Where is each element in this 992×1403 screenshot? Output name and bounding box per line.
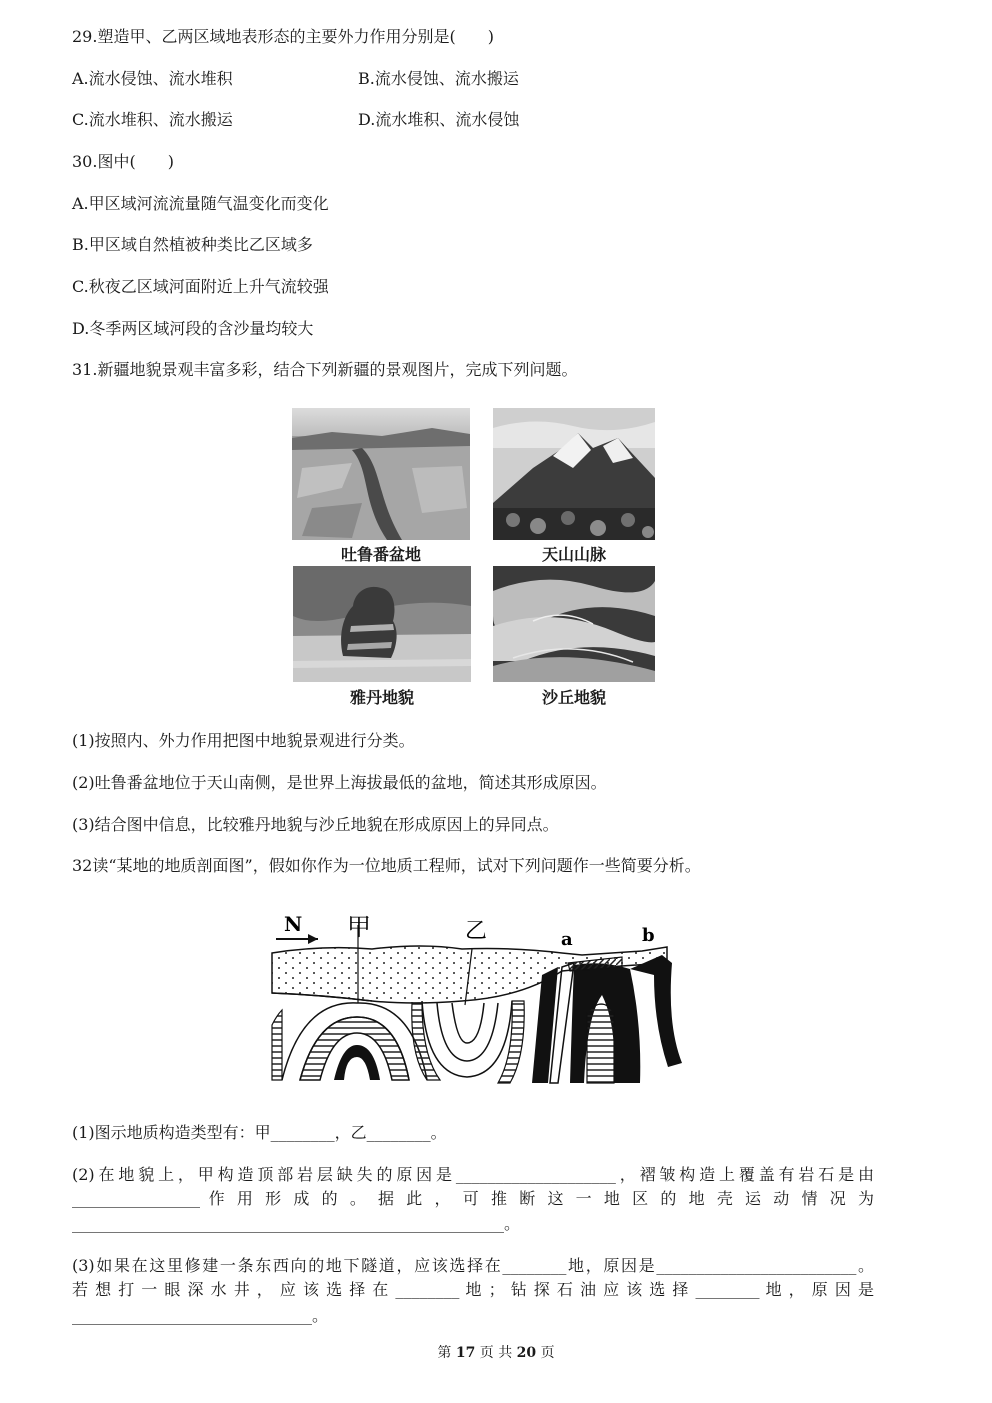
q32-stem: 32读“某地的地质剖面图”，假如你作为一位地质工程师，试对下列问题作一些简要分析。 <box>72 856 701 875</box>
footer-post: 页 <box>540 1345 555 1361</box>
footer-mid: 页 共 <box>479 1345 513 1361</box>
q29-option-d: D.流水堆积、流水侵蚀 <box>358 110 520 129</box>
q31-sub3: (3)结合图中信息，比较雅丹地貌与沙丘地貌在形成原因上的异同点。 <box>72 815 559 834</box>
north-label: N <box>284 912 303 936</box>
sand-dune-photo <box>493 566 655 682</box>
tianshan-mountains-photo <box>493 408 655 540</box>
label-a: a <box>561 929 573 950</box>
q30-option-a: A.甲区域河流流量随气温变化而变化 <box>72 194 329 213</box>
q31-sub1: (1)按照内、外力作用把图中地貌景观进行分类。 <box>72 731 415 750</box>
total-pages: 20 <box>516 1345 537 1361</box>
q31-stem: 31.新疆地貌景观丰富多彩，结合下列新疆的景观图片，完成下列问题。 <box>72 360 578 379</box>
q32-sub3-line2: 若 想 打 一 眼 深 水 井 ， 应 该 选 择 在 ________ 地 ； 钻 探 石 油 应 该 选 择 ________ 地 ， 原 因 是 <box>72 1280 874 1299</box>
q32-sub3-line1: (3)如果在这里修建一条东西向的地下隧道，应该选择在________地，原因是_________________________。 <box>72 1256 874 1275</box>
q32-sub3-line3: ______________________________。 <box>72 1306 329 1325</box>
q32-sub2-line1: (2)在地貌上，甲构造顶部岩层缺失的原因是____________________，褶皱构造上覆盖有岩石是由 <box>72 1165 874 1184</box>
yardang-landform-photo <box>293 566 471 682</box>
q31-sub2: (2)吐鲁番盆地位于天山南侧，是世界上海拔最低的盆地，简述其形成原因。 <box>72 773 607 792</box>
q30-stem: 30.图中( ) <box>72 152 174 171</box>
q29-option-c: C.流水堆积、流水搬运 <box>72 110 233 129</box>
tianshan-mountains-caption: 天山山脉 <box>541 545 606 564</box>
q29-stem: 29.塑造甲、乙两区域地表形态的主要外力作用分别是( ) <box>72 27 494 46</box>
q29-option-a: A.流水侵蚀、流水堆积 <box>72 69 233 88</box>
page-number: 17 <box>455 1345 476 1361</box>
page-footer <box>0 1342 992 1362</box>
q32-sub2-line2: ________________ 作 用 形 成 的 。 据 此 ， 可 推 断 这 一 地 区 的 地 壳 运 动 情 况 为 <box>72 1189 874 1208</box>
sand-dune-caption: 沙丘地貌 <box>541 688 606 707</box>
q32-sub2-line3: ______________________________________________________。 <box>72 1214 521 1233</box>
q30-option-b: B.甲区域自然植被种类比乙区域多 <box>72 235 313 254</box>
yardang-landform-caption: 雅丹地貌 <box>349 688 414 707</box>
label-yi: 乙 <box>465 919 488 944</box>
q32-sub1: (1)图示地质构造类型有：甲________，乙________。 <box>72 1123 447 1142</box>
q30-option-d: D.冬季两区域河段的含沙量均较大 <box>72 319 314 338</box>
label-jia: 甲 <box>347 913 371 941</box>
geological-cross-section <box>262 905 692 1095</box>
q29-option-b: B.流水侵蚀、流水搬运 <box>358 69 519 88</box>
turpan-basin-caption: 吐鲁番盆地 <box>340 545 421 564</box>
label-b: b <box>642 925 655 946</box>
footer-pre: 第 <box>437 1345 452 1361</box>
turpan-basin-photo <box>292 408 470 540</box>
q30-option-c: C.秋夜乙区域河面附近上升气流较强 <box>72 277 329 296</box>
